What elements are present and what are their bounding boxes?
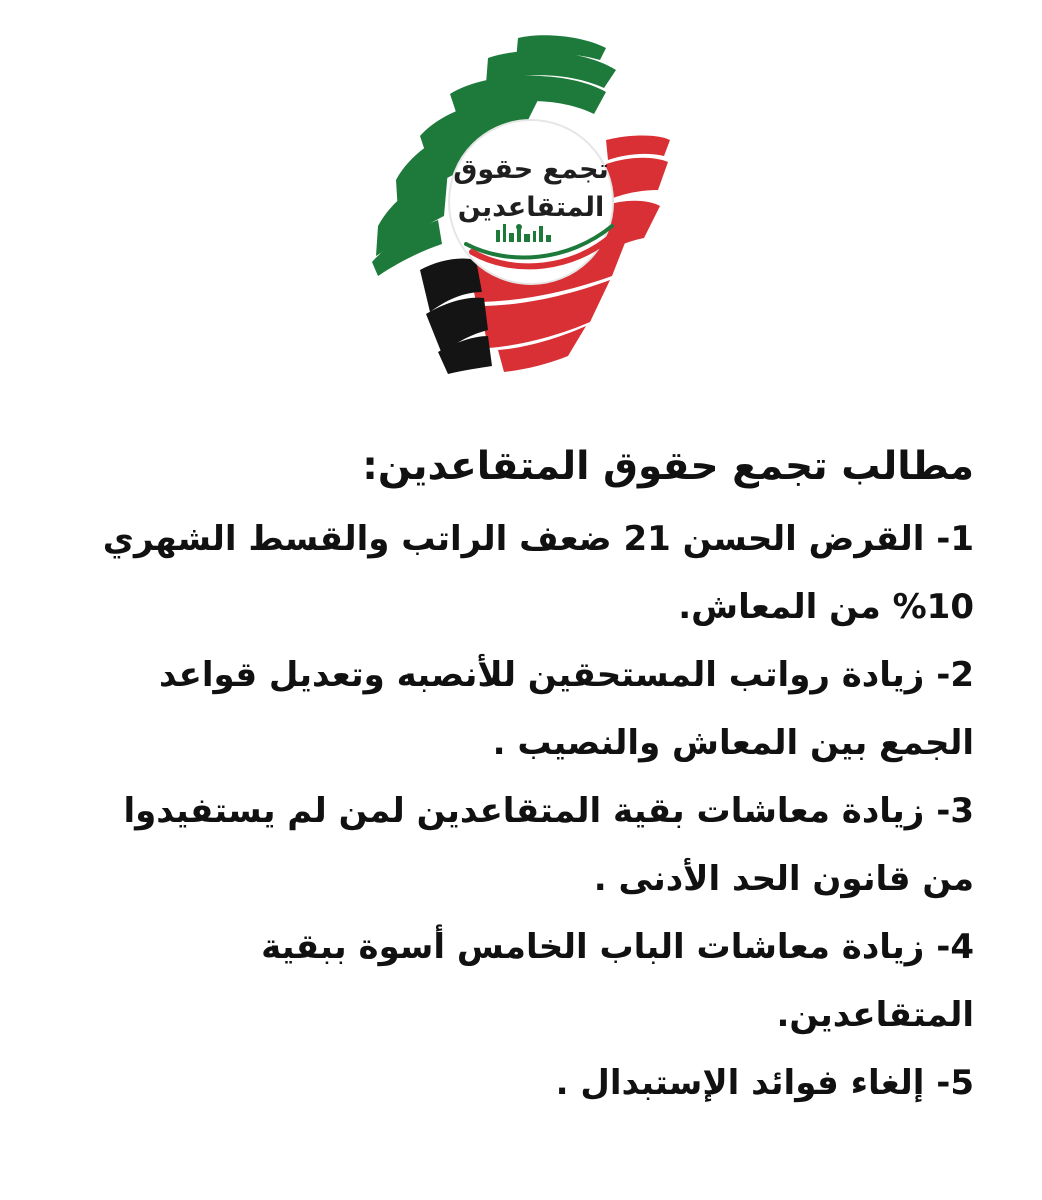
demand-item-1: 1- القرض الحسن 21 ضعف الراتب والقسط الشهري 10% من المعاش. bbox=[102, 519, 974, 627]
page-title: مطالب تجمع حقوق المتقاعدين: bbox=[362, 444, 974, 489]
logo bbox=[368, 30, 680, 375]
demands-list bbox=[70, 505, 974, 1117]
logo-line-2: المتقاعدين bbox=[457, 192, 605, 223]
logo-line-1: تجمع حقوق bbox=[453, 154, 609, 185]
demand-item-3: 3- زيادة معاشات بقية المتقاعدين لمن لم يستفيدوا من قانون الحد الأدنى . bbox=[123, 791, 974, 899]
demands-section bbox=[70, 432, 974, 1117]
kuwait-flag-brush-emblem bbox=[368, 30, 680, 375]
demand-item-2: 2- زيادة رواتب المستحقين للأنصبه وتعديل قواعد الجمع بين المعاش والنصيب . bbox=[159, 655, 974, 763]
demand-item-5: 5- إلغاء فوائد الإستبدال . bbox=[555, 1063, 974, 1103]
demand-item-4: 4- زيادة معاشات الباب الخامس أسوة ببقية المتقاعدين. bbox=[261, 927, 974, 1035]
